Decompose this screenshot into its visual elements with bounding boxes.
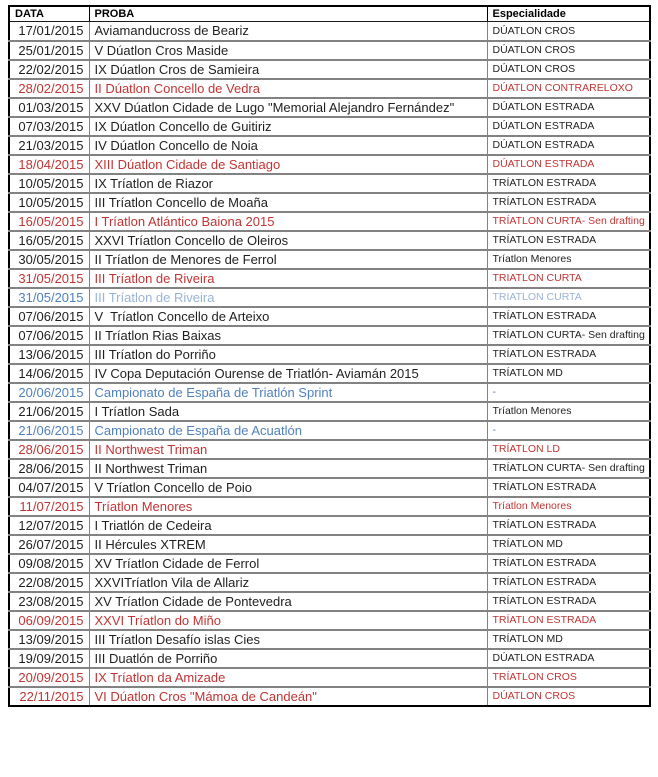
cell-event-name: II Northwest Triman xyxy=(89,459,487,478)
cell-specialty: TRÍATLON ESTRADA xyxy=(487,592,650,611)
cell-date: 31/05/2015 xyxy=(9,269,89,288)
cell-specialty: TRÍATLON ESTRADA xyxy=(487,478,650,497)
table-row xyxy=(9,155,650,174)
cell-specialty: TRÍATLON ESTRADA xyxy=(487,516,650,535)
cell-date: 04/07/2015 xyxy=(9,478,89,497)
cell-date: 10/05/2015 xyxy=(9,193,89,212)
cell-specialty: Tríatlon Menores xyxy=(487,402,650,421)
table-row xyxy=(9,269,650,288)
table-row xyxy=(9,687,650,706)
cell-specialty: Tríatlon Menores xyxy=(487,497,650,516)
cell-specialty: - xyxy=(487,421,650,440)
cell-specialty: TRÍATLON MD xyxy=(487,535,650,554)
table-row xyxy=(9,307,650,326)
cell-specialty: TRÍATLON MD xyxy=(487,364,650,383)
cell-specialty: TRÍATLON ESTRADA xyxy=(487,231,650,250)
cell-event-name: II Dúatlon Concello de Vedra xyxy=(89,79,487,98)
cell-event-name: II Tríatlon de Menores de Ferrol xyxy=(89,250,487,269)
cell-event-name: XXVI Tríatlon do Miño xyxy=(89,611,487,630)
events-table xyxy=(8,5,651,707)
cell-event-name: IX Dúatlon Concello de Guitiriz xyxy=(89,117,487,136)
cell-specialty: DÚATLON CROS xyxy=(487,41,650,60)
table-row xyxy=(9,516,650,535)
cell-date: 22/08/2015 xyxy=(9,573,89,592)
cell-date: 23/08/2015 xyxy=(9,592,89,611)
cell-specialty: TRÍATLON ESTRADA xyxy=(487,345,650,364)
cell-date: 14/06/2015 xyxy=(9,364,89,383)
cell-event-name: I Tríatlon Sada xyxy=(89,402,487,421)
cell-date: 07/06/2015 xyxy=(9,326,89,345)
cell-date: 28/06/2015 xyxy=(9,440,89,459)
cell-date: 31/05/2015 xyxy=(9,288,89,307)
cell-event-name: II Hércules XTREM xyxy=(89,535,487,554)
cell-date: 13/09/2015 xyxy=(9,630,89,649)
table-row xyxy=(9,231,650,250)
cell-specialty: TRÍATLON ESTRADA xyxy=(487,611,650,630)
cell-specialty: TRÍATLON ESTRADA xyxy=(487,193,650,212)
cell-specialty: DÚATLON CONTRARELOXO xyxy=(487,79,650,98)
table-row xyxy=(9,611,650,630)
cell-date: 07/03/2015 xyxy=(9,117,89,136)
cell-date: 16/05/2015 xyxy=(9,231,89,250)
cell-specialty: DÚATLON ESTRADA xyxy=(487,155,650,174)
cell-date: 19/09/2015 xyxy=(9,649,89,668)
table-row xyxy=(9,326,650,345)
cell-event-name: III Tríatlon Concello de Moaña xyxy=(89,193,487,212)
table-row xyxy=(9,364,650,383)
cell-specialty: TRÍATLON MD xyxy=(487,630,650,649)
cell-date: 16/05/2015 xyxy=(9,212,89,231)
cell-date: 21/06/2015 xyxy=(9,421,89,440)
table-row xyxy=(9,250,650,269)
cell-event-name: III Tríatlon de Riveira xyxy=(89,269,487,288)
cell-event-name: Aviamanducross de Beariz xyxy=(89,22,487,41)
table-row xyxy=(9,193,650,212)
cell-event-name: Campionato de España de Triatlón Sprint xyxy=(89,383,487,402)
cell-specialty: TRÍATLON CURTA- Sen drafting xyxy=(487,212,650,231)
cell-event-name: V Dúatlon Cros Maside xyxy=(89,41,487,60)
table-row xyxy=(9,212,650,231)
cell-date: 06/09/2015 xyxy=(9,611,89,630)
cell-date: 28/06/2015 xyxy=(9,459,89,478)
table-row xyxy=(9,630,650,649)
cell-event-name: Tríatlon Menores xyxy=(89,497,487,516)
table-row xyxy=(9,60,650,79)
cell-event-name: XIII Dúatlon Cidade de Santiago xyxy=(89,155,487,174)
cell-specialty: TRÍATLON CURTA- Sen drafting xyxy=(487,326,650,345)
cell-event-name: I Triatlón de Cedeira xyxy=(89,516,487,535)
cell-event-name: Campionato de España de Acuatlón xyxy=(89,421,487,440)
cell-event-name: IX Tríatlon de Riazor xyxy=(89,174,487,193)
col-header-data: DATA xyxy=(9,6,89,22)
cell-specialty: TRÍATLON ESTRADA xyxy=(487,554,650,573)
table-row xyxy=(9,497,650,516)
cell-event-name: II Northwest Triman xyxy=(89,440,487,459)
cell-date: 11/07/2015 xyxy=(9,497,89,516)
cell-date: 07/06/2015 xyxy=(9,307,89,326)
cell-specialty: DÚATLON ESTRADA xyxy=(487,649,650,668)
cell-event-name: XV Tríatlon Cidade de Ferrol xyxy=(89,554,487,573)
table-row xyxy=(9,478,650,497)
cell-date: 21/06/2015 xyxy=(9,402,89,421)
cell-date: 18/04/2015 xyxy=(9,155,89,174)
table-row xyxy=(9,383,650,402)
cell-date: 20/06/2015 xyxy=(9,383,89,402)
cell-specialty: TRIATLON CURTA xyxy=(487,269,650,288)
col-header-especialidade: Especialidade xyxy=(487,6,650,22)
table-row xyxy=(9,22,650,41)
cell-event-name: II Tríatlon Rias Baixas xyxy=(89,326,487,345)
cell-specialty: DÚATLON CROS xyxy=(487,687,650,706)
cell-date: 17/01/2015 xyxy=(9,22,89,41)
table-row xyxy=(9,440,650,459)
table-row xyxy=(9,402,650,421)
cell-event-name: XXVI Tríatlon Concello de Oleiros xyxy=(89,231,487,250)
cell-event-name: IX Tríatlon da Amizade xyxy=(89,668,487,687)
cell-specialty: - xyxy=(487,383,650,402)
table-row xyxy=(9,136,650,155)
cell-event-name: IX Dúatlon Cros de Samieira xyxy=(89,60,487,79)
col-header-proba: PROBA xyxy=(89,6,487,22)
table-row xyxy=(9,41,650,60)
cell-event-name: III Duatlón de Porriño xyxy=(89,649,487,668)
table-row xyxy=(9,573,650,592)
cell-specialty: DÚATLON ESTRADA xyxy=(487,98,650,117)
table-row xyxy=(9,668,650,687)
cell-event-name: VI Dúatlon Cros "Mámoa de Candeán" xyxy=(89,687,487,706)
cell-date: 20/09/2015 xyxy=(9,668,89,687)
cell-specialty: TRÍATLON LD xyxy=(487,440,650,459)
cell-specialty: TRIATLON CURTA xyxy=(487,288,650,307)
cell-date: 28/02/2015 xyxy=(9,79,89,98)
table-row xyxy=(9,459,650,478)
cell-date: 10/05/2015 xyxy=(9,174,89,193)
table-row xyxy=(9,535,650,554)
table-row xyxy=(9,345,650,364)
table-row xyxy=(9,174,650,193)
cell-date: 12/07/2015 xyxy=(9,516,89,535)
cell-date: 09/08/2015 xyxy=(9,554,89,573)
cell-event-name: IV Copa Deputación Ourense de Triatlón- Aviamán 2015 xyxy=(89,364,487,383)
cell-specialty: TRÍATLON ESTRADA xyxy=(487,174,650,193)
table-row xyxy=(9,117,650,136)
cell-specialty: TRÍATLON CROS xyxy=(487,668,650,687)
table-row xyxy=(9,554,650,573)
table-row xyxy=(9,649,650,668)
cell-date: 01/03/2015 xyxy=(9,98,89,117)
table-row xyxy=(9,421,650,440)
cell-event-name: III Tríatlon Desafío islas Cies xyxy=(89,630,487,649)
cell-date: 22/11/2015 xyxy=(9,687,89,706)
table-row xyxy=(9,592,650,611)
cell-specialty: DÚATLON ESTRADA xyxy=(487,136,650,155)
cell-event-name: V Tríatlon Concello de Poio xyxy=(89,478,487,497)
table-body xyxy=(9,22,650,706)
cell-event-name: XXVITríatlon Vila de Allariz xyxy=(89,573,487,592)
cell-specialty: DÚATLON CROS xyxy=(487,60,650,79)
cell-event-name: XXV Dúatlon Cidade de Lugo "Memorial Alejandro Fernández" xyxy=(89,98,487,117)
cell-event-name: V Tríatlon Concello de Arteixo xyxy=(89,307,487,326)
cell-event-name: IV Dúatlon Concello de Noia xyxy=(89,136,487,155)
cell-date: 25/01/2015 xyxy=(9,41,89,60)
table-row xyxy=(9,98,650,117)
table-row xyxy=(9,288,650,307)
header-row xyxy=(9,6,650,22)
table-row xyxy=(9,79,650,98)
cell-specialty: TRÍATLON ESTRADA xyxy=(487,307,650,326)
cell-specialty: TRÍATLON ESTRADA xyxy=(487,573,650,592)
cell-date: 30/05/2015 xyxy=(9,250,89,269)
cell-date: 13/06/2015 xyxy=(9,345,89,364)
cell-event-name: XV Tríatlon Cidade de Pontevedra xyxy=(89,592,487,611)
cell-date: 21/03/2015 xyxy=(9,136,89,155)
cell-specialty: TRÍATLON CURTA- Sen drafting xyxy=(487,459,650,478)
cell-specialty: Tríatlon Menores xyxy=(487,250,650,269)
cell-date: 22/02/2015 xyxy=(9,60,89,79)
cell-event-name: III Tríatlon de Riveira xyxy=(89,288,487,307)
cell-specialty: DÚATLON ESTRADA xyxy=(487,117,650,136)
cell-event-name: III Tríatlon do Porriño xyxy=(89,345,487,364)
cell-date: 26/07/2015 xyxy=(9,535,89,554)
cell-specialty: DÚATLON CROS xyxy=(487,22,650,41)
cell-event-name: I Tríatlon Atlántico Baiona 2015 xyxy=(89,212,487,231)
table-header xyxy=(9,6,650,22)
